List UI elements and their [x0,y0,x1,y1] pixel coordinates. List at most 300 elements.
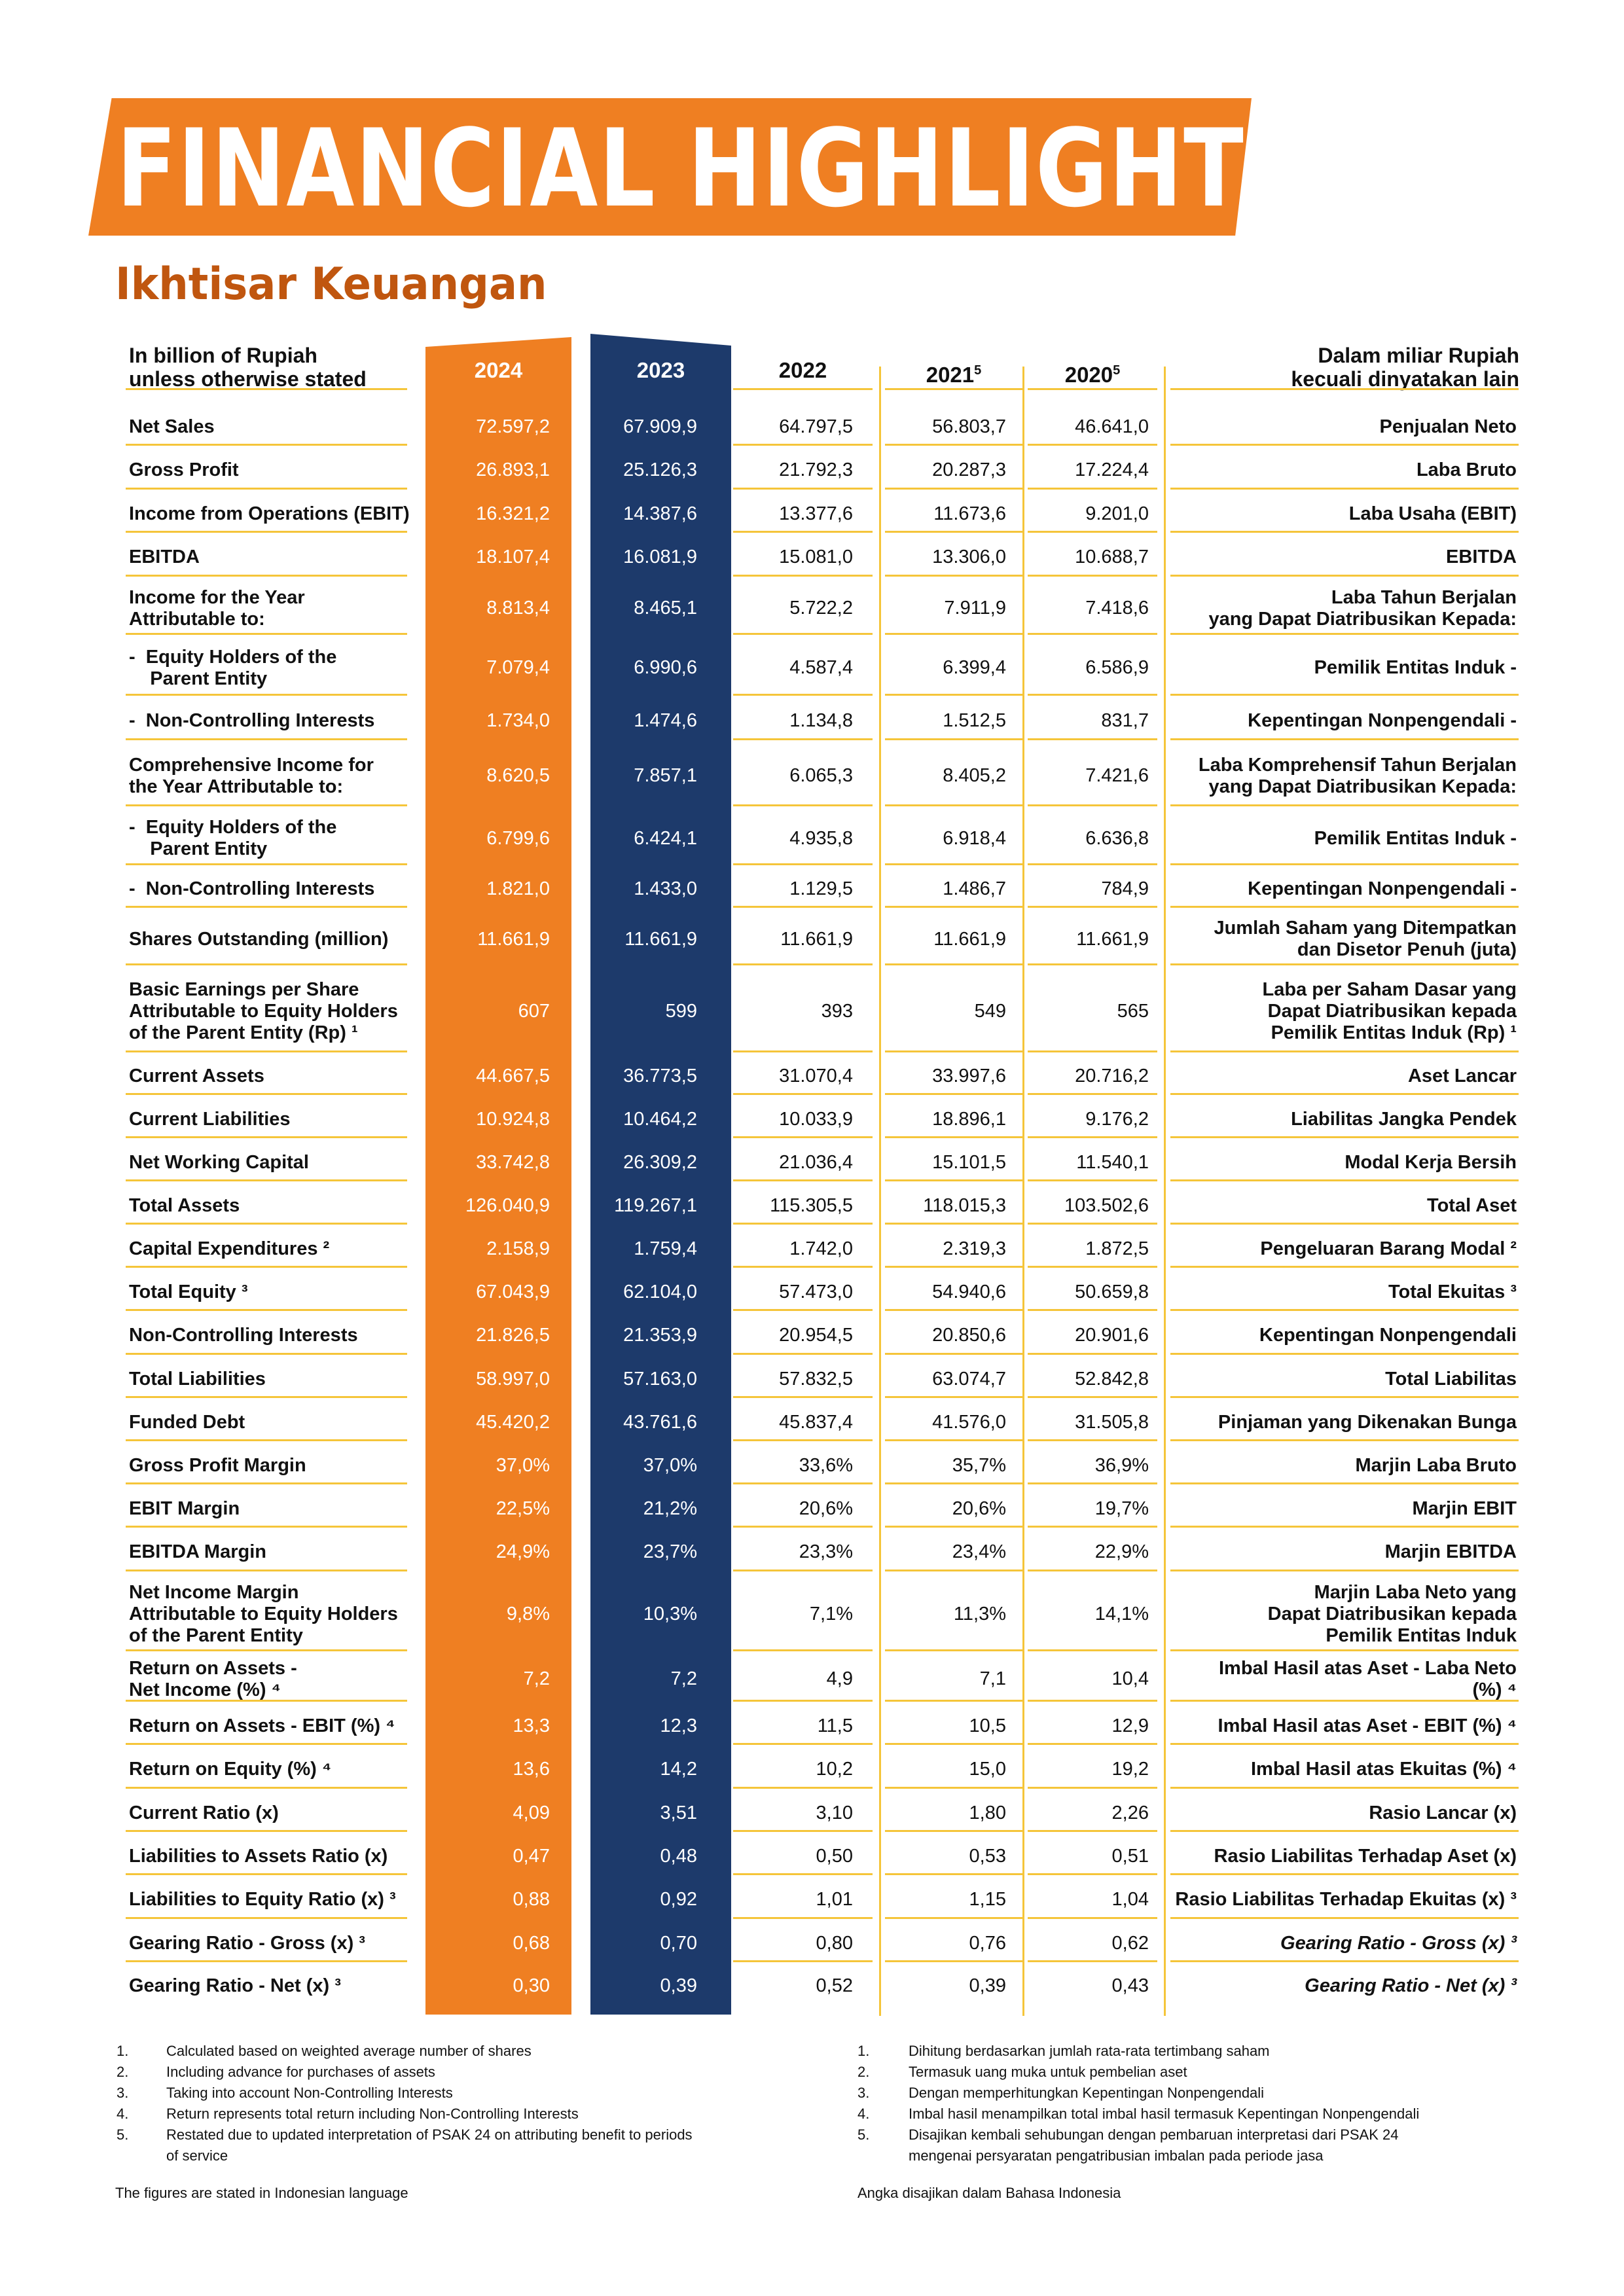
value-2024: 16.321,2 [476,503,550,524]
row-separator [126,804,407,806]
row-label-en: Gross Profit Margin [129,1454,306,1476]
row-separator [733,1526,873,1528]
value-2022: 4.587,4 [789,657,853,678]
row-label-en: Gross Profit [129,459,239,480]
row-separator [1028,1093,1157,1095]
row-label-id: Marjin Laba Neto yang Dapat Diatribusikan kepada Pemilik Entitas Induk [1267,1581,1517,1646]
table-row [0,1791,1624,1835]
year-label: 2021 [926,363,975,387]
page-subtitle: Ikhtisar Keuangan [115,259,547,310]
row-separator [126,694,407,696]
row-separator [733,1136,873,1138]
value-2021: 0,76 [969,1932,1006,1954]
value-2022: 5.722,2 [789,598,853,619]
value-2020: 2,26 [1111,1802,1149,1823]
row-separator [126,1482,407,1484]
row-separator [733,1266,873,1268]
value-2021: 7.911,9 [944,598,1006,619]
row-label-id: Kepentingan Nonpengendali [1259,1325,1517,1346]
row-separator [1170,863,1519,865]
row-label-en: Income from Operations (EBIT) [129,503,410,524]
table-row [0,1098,1624,1141]
row-separator [126,1439,407,1441]
en-footnote-number: 4. [117,2106,129,2122]
row-label-en: Net Sales [129,416,215,437]
value-2022: 4.935,8 [789,827,853,849]
row-separator [885,633,1022,635]
value-2024: 33.742,8 [476,1151,550,1173]
value-2020: 7.418,6 [1085,598,1149,619]
row-separator [1170,1700,1519,1702]
en-footnote-text: Taking into account Non-Controlling Interests [166,2085,453,2101]
row-label-id: Kepentingan Nonpengendali - [1248,709,1517,731]
row-label-en: Comprehensive Income for the Year Attributable to: [129,754,374,797]
value-2020: 9.201,0 [1085,503,1149,524]
row-separator [1028,1353,1157,1355]
value-2023: 8.465,1 [634,598,697,619]
value-2020: 0,62 [1111,1932,1149,1954]
row-label-id: Kepentingan Nonpengendali - [1248,878,1517,899]
value-2023: 21.353,9 [623,1325,697,1346]
year-label: 2024 [474,358,523,382]
row-separator [885,1179,1022,1181]
row-separator [1028,575,1157,577]
id-footnote-text: Termasuk uang muka untuk pembelian aset [909,2064,1187,2080]
value-2021: 1.486,7 [943,878,1006,899]
table-row [0,968,1624,1055]
unit-label-id [1291,344,1519,391]
row-label-en: Total Assets [129,1194,240,1216]
value-2023: 14,2 [660,1759,697,1780]
row-separator [126,633,407,635]
row-label-id: Imbal Hasil atas Aset - Laba Neto (%) ⁴ [1218,1657,1517,1700]
row-label-en: Gearing Ratio - Net (x) ³ [129,1975,341,1996]
value-2022: 33,6% [799,1454,853,1476]
value-2023: 14.387,6 [623,503,697,524]
value-2022: 115.305,5 [770,1194,853,1216]
row-label-en: Return on Assets - EBIT (%) ⁴ [129,1715,395,1736]
value-2024: 1.821,0 [486,878,550,899]
value-2023: 11.661,9 [624,928,697,950]
row-separator [1028,1787,1157,1789]
value-2021: 54.940,6 [932,1281,1006,1302]
value-2021: 15,0 [969,1759,1006,1780]
value-2024: 11.661,9 [477,928,550,950]
value-2024: 6.799,6 [486,827,550,849]
value-2021: 33.997,6 [932,1066,1006,1086]
value-2023: 0,92 [660,1889,697,1910]
row-separator [126,1093,407,1095]
row-separator [885,575,1022,577]
value-2023: 0,48 [660,1845,697,1867]
value-2020: 20.901,6 [1075,1325,1149,1346]
value-2024: 26.893,1 [476,459,550,480]
row-separator [1170,1266,1519,1268]
row-label-en: Return on Equity (%) ⁴ [129,1759,332,1780]
value-2020: 0,51 [1111,1845,1149,1867]
value-2024: 37,0% [496,1454,550,1476]
value-2022: 6.065,3 [789,765,853,786]
row-separator [733,1570,873,1571]
year-header-2023 [590,357,731,384]
value-2024: 2.158,9 [486,1238,550,1259]
value-2024: 13,6 [513,1759,550,1780]
row-label-id: Gearing Ratio - Gross (x) ³ [1280,1932,1517,1954]
row-separator [1170,1743,1519,1745]
row-separator [1170,388,1519,390]
row-separator [126,1266,407,1268]
value-2023: 12,3 [660,1715,697,1736]
value-2021: 20,6% [952,1498,1006,1519]
value-2024: 1.734,0 [486,709,550,731]
value-2021: 23,4% [952,1541,1006,1562]
row-separator [885,804,1022,806]
row-separator [885,1917,1022,1919]
value-2020: 19,7% [1094,1498,1149,1519]
table-row [0,1401,1624,1444]
value-2024: 0,30 [513,1975,550,1996]
value-2023: 62.104,0 [623,1281,697,1302]
value-2022: 7,1% [809,1603,853,1624]
row-separator [885,1649,1022,1651]
row-separator [733,1353,873,1355]
value-2024: 126.040,9 [465,1194,550,1216]
row-separator [733,694,873,696]
row-separator [126,1787,407,1789]
row-separator [126,444,407,446]
row-separator [885,531,1022,533]
value-2021: 0,53 [969,1845,1006,1867]
row-separator [1028,1570,1157,1571]
value-2024: 18.107,4 [476,547,550,567]
value-2021: 1,80 [969,1802,1006,1823]
value-2021: 7,1 [979,1668,1006,1689]
table-row [0,492,1624,535]
value-2021: 118.015,3 [923,1194,1006,1216]
value-2022: 1.129,5 [789,878,853,899]
row-separator [1170,1179,1519,1181]
value-2022: 21.036,4 [779,1151,853,1173]
value-2023: 36.773,5 [623,1066,697,1086]
row-separator [1170,1960,1519,1962]
table-row [0,910,1624,968]
row-separator [733,906,873,908]
row-separator [1170,963,1519,965]
row-separator [126,1570,407,1571]
row-separator [733,575,873,577]
value-2022: 10.033,9 [779,1108,853,1130]
value-2021: 11.661,9 [933,928,1006,950]
row-separator [1170,804,1519,806]
value-2020: 0,43 [1111,1975,1149,1996]
value-2022: 64.797,5 [779,416,853,437]
value-2022: 11,5 [817,1715,853,1736]
value-2024: 72.597,2 [476,416,550,437]
id-footnote-number: 2. [857,2064,870,2080]
row-label-en: Shares Outstanding (million) [129,928,389,950]
value-2020: 103.502,6 [1064,1194,1149,1216]
year-label: 2023 [636,358,685,382]
row-label-id: Total Liabilitas [1385,1368,1517,1390]
value-2023: 21,2% [643,1498,697,1519]
row-label-id: Jumlah Saham yang Ditempatkan dan Disetor Penuh (juta) [1214,918,1517,960]
value-2021: 35,7% [952,1454,1006,1476]
row-label-en: Net Income Margin Attributable to Equity Holders of the Parent Entity [129,1581,398,1646]
table-row [0,1878,1624,1922]
value-2020: 1,04 [1111,1889,1149,1910]
row-separator [885,488,1022,490]
row-separator [885,1223,1022,1225]
row-separator [885,1960,1022,1962]
table-row [0,637,1624,698]
value-2022: 0,80 [816,1932,853,1954]
row-separator [885,1873,1022,1875]
page-title: FINANCIAL HIGHLIGHTS [117,106,1309,231]
value-2022: 13.377,6 [779,503,853,524]
value-2021: 11.673,6 [933,503,1006,524]
value-2020: 6.636,8 [1085,827,1149,849]
table-row [0,1141,1624,1184]
row-separator [733,1649,873,1651]
value-2021: 2.319,3 [943,1238,1006,1259]
row-separator [126,488,407,490]
row-separator [1170,1526,1519,1528]
row-separator [1170,444,1519,446]
en-footnote-text: Calculated based on weighted average number of shares [166,2043,532,2059]
row-separator [733,1917,873,1919]
value-2024: 7,2 [523,1668,550,1689]
row-separator [1028,1050,1157,1052]
row-separator [1170,1050,1519,1052]
row-separator [1028,531,1157,533]
row-separator [126,1960,407,1962]
row-separator [885,1396,1022,1398]
row-separator [1028,863,1157,865]
value-2024: 9,8% [506,1603,550,1624]
year-header-2020 [1028,357,1157,388]
row-separator [1028,1743,1157,1745]
row-separator [1028,1439,1157,1441]
year-label: 2022 [778,358,827,382]
value-2020: 9.176,2 [1085,1108,1149,1130]
value-2022: 45.837,4 [779,1411,853,1433]
row-separator [1028,1960,1157,1962]
value-2023: 26.309,2 [623,1151,697,1173]
row-separator [1170,1917,1519,1919]
value-2022: 4,9 [826,1668,853,1689]
row-label-id: EBITDA [1446,547,1517,567]
value-2024: 67.043,9 [476,1281,550,1302]
value-2024: 8.620,5 [486,765,550,786]
value-2020: 20.716,2 [1075,1066,1149,1086]
en-footnote-text: Including advance for purchases of assets [166,2064,435,2080]
value-2023: 599 [665,1001,697,1022]
row-label-en: EBIT Margin [129,1498,240,1519]
row-separator [1028,1917,1157,1919]
value-2022: 0,50 [816,1845,853,1867]
year-label: 2020 [1064,363,1113,387]
value-2020: 19,2 [1111,1759,1149,1780]
row-label-en: EBITDA Margin [129,1541,266,1562]
row-separator [126,1050,407,1052]
en-footnote-number: 3. [117,2085,129,2101]
language-note-id: Angka disajikan dalam Bahasa Indonesia [857,2185,1121,2201]
value-2021: 20.287,3 [932,459,1006,480]
row-separator [126,1223,407,1225]
table-row [0,809,1624,868]
row-separator [733,1396,873,1398]
row-separator [885,906,1022,908]
table-row [0,1444,1624,1487]
value-2022: 23,3% [799,1541,853,1562]
value-2020: 6.586,9 [1085,657,1149,678]
value-2022: 393 [821,1001,853,1022]
en-footnote-number: 1. [117,2043,129,2059]
table-row [0,1748,1624,1791]
value-2020: 31.505,8 [1075,1411,1149,1433]
row-label-en: EBITDA [129,547,200,567]
table-row [0,1055,1624,1098]
table-row [0,1835,1624,1878]
row-separator [885,863,1022,865]
value-2021: 0,39 [969,1975,1006,1996]
row-separator [126,1830,407,1832]
value-2021: 18.896,1 [932,1108,1006,1130]
row-separator [733,388,873,390]
row-separator [1028,694,1157,696]
unit-label-en-line2: unless otherwise stated [129,367,367,391]
row-separator [126,1917,407,1919]
row-separator [733,738,873,740]
row-separator [126,863,407,865]
row-separator [885,1570,1022,1571]
value-2023: 1.474,6 [634,709,697,731]
table-row [0,1654,1624,1704]
row-separator [126,1743,407,1745]
value-2024: 24,9% [496,1541,550,1562]
value-2021: 11,3% [953,1603,1006,1624]
value-2023: 10.464,2 [623,1108,697,1130]
row-separator [1170,1093,1519,1095]
unit-label-id-line2: kecuali dinyatakan lain [1291,367,1519,391]
row-separator [1028,1526,1157,1528]
value-2021: 549 [974,1001,1006,1022]
unit-label-en [129,344,367,391]
row-separator [126,1179,407,1181]
row-separator [733,1743,873,1745]
row-separator [733,1439,873,1441]
value-2024: 21.826,5 [476,1325,550,1346]
row-separator [885,963,1022,965]
row-label-id: Rasio Liabilitas Terhadap Ekuitas (x) ³ [1175,1889,1517,1910]
row-label-id: Total Ekuitas ³ [1388,1281,1517,1302]
table-row [0,579,1624,637]
year-header-2024 [425,357,571,384]
value-2023: 43.761,6 [623,1411,697,1433]
value-2020: 831,7 [1101,709,1149,731]
row-label-id: Gearing Ratio - Net (x) ³ [1305,1975,1517,1996]
row-label-id: Marjin EBITDA [1384,1541,1517,1562]
value-2021: 6.399,4 [943,657,1006,678]
row-label-en: Total Equity ³ [129,1281,248,1302]
row-separator [126,1309,407,1311]
value-2022: 3,10 [816,1802,853,1823]
row-separator [733,444,873,446]
row-separator [126,531,407,533]
row-label-id: Imbal Hasil atas Ekuitas (%) ⁴ [1251,1759,1517,1780]
row-label-en: Basic Earnings per Share Attributable to Equity Holders of the Parent Entity (Rp) ¹ [129,979,398,1043]
value-2020: 14,1% [1094,1603,1149,1624]
value-2020: 36,9% [1094,1454,1149,1476]
value-2020: 22,9% [1094,1541,1149,1562]
table-row [0,1530,1624,1574]
row-separator [1028,906,1157,908]
row-separator [126,738,407,740]
row-separator [1028,1482,1157,1484]
row-separator [733,488,873,490]
table-row [0,1574,1624,1654]
value-2023: 23,7% [643,1541,697,1562]
row-separator [733,1179,873,1181]
value-2020: 11.661,9 [1076,928,1149,950]
value-2021: 6.918,4 [943,827,1006,849]
id-footnote-text: Imbal hasil menampilkan total imbal hasil termasuk Kepentingan Nonpengendali [909,2106,1420,2122]
id-footnote-number: 3. [857,2085,870,2101]
row-separator [733,1050,873,1052]
row-separator [1170,738,1519,740]
row-separator [885,1050,1022,1052]
value-2024: 45.420,2 [476,1411,550,1433]
row-label-en: Total Liabilities [129,1368,266,1390]
value-2021: 1.512,5 [943,709,1006,731]
value-2024: 58.997,0 [476,1368,550,1390]
row-separator [733,1482,873,1484]
language-note-en: The figures are stated in Indonesian language [115,2185,408,2201]
unit-label-en-line1: In billion of Rupiah [129,344,317,367]
row-label-id: Total Aset [1427,1194,1517,1216]
row-separator [885,388,1022,390]
row-separator [885,1093,1022,1095]
table-row [0,1270,1624,1314]
value-2021: 8.405,2 [943,765,1006,786]
row-label-en: Income for the Year Attributable to: [129,586,305,630]
value-2023: 10,3% [643,1603,697,1624]
row-label-id: Laba Komprehensif Tahun Berjalan yang Dapat Diatribusikan Kepada: [1198,754,1517,797]
row-separator [126,1396,407,1398]
table-row [0,743,1624,809]
row-label-id: Laba Usaha (EBIT) [1348,503,1517,524]
row-separator [1028,1223,1157,1225]
unit-label-id-line1: Dalam miliar Rupiah [1318,344,1519,367]
row-separator [733,1700,873,1702]
value-2022: 57.832,5 [779,1368,853,1390]
row-separator [733,1787,873,1789]
row-separator [885,1830,1022,1832]
value-2023: 16.081,9 [623,547,697,567]
value-2023: 3,51 [660,1802,697,1823]
value-2020: 565 [1117,1001,1149,1022]
row-label-id: Aset Lancar [1407,1066,1517,1086]
row-label-en: Non-Controlling Interests [129,1325,358,1346]
value-2024: 22,5% [496,1498,550,1519]
row-separator [885,1353,1022,1355]
value-2021: 41.576,0 [932,1411,1006,1433]
year-restated-footnote-mark: 5 [974,363,982,378]
value-2024: 0,88 [513,1889,550,1910]
table-row [0,1704,1624,1748]
row-separator [733,1830,873,1832]
row-label-id: Pinjaman yang Dikenakan Bunga [1218,1411,1517,1433]
